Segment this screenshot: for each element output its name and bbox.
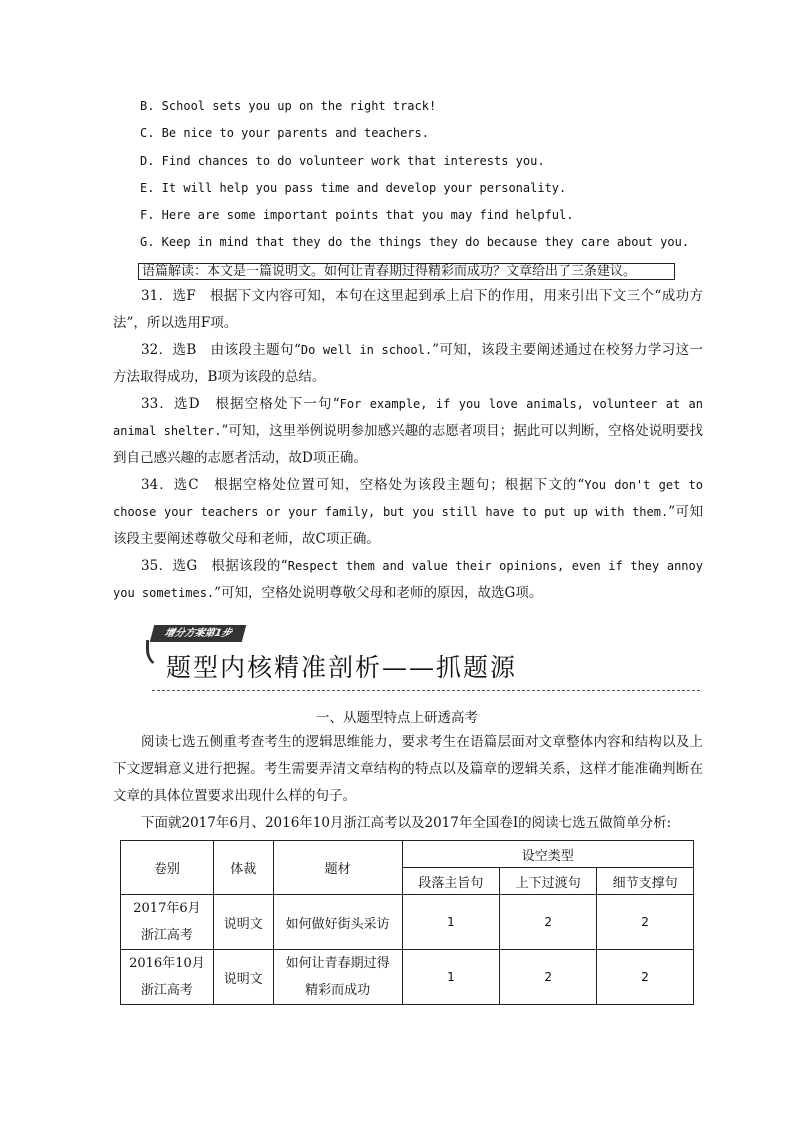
answer-32 <box>113 337 703 391</box>
cell-genre: 说明文 <box>213 895 273 950</box>
answer-35-quote: Respect them and value their opinions, even if they annoy you sometimes. <box>113 559 703 600</box>
cell-paper-exam: 浙江高考 <box>140 928 193 943</box>
intro-paragraph: 阅读七选五侧重考查考生的逻辑思维能力，要求考生在语篇层面对文章整体内容和结构以及上下文逻辑意义进行把握。考生需要弄清文章结构的特点以及篇章的逻辑关系，这样才能准确判断在文章的具体位置要求出现什么样的句子。 <box>113 734 703 804</box>
cell-detail-count: 2 <box>597 950 694 1005</box>
dashed-divider <box>152 690 700 691</box>
answer-35-tail: ”可知，空格处说明尊敬父母和老师的原因，故选G项。 <box>214 585 543 601</box>
header-main-sentence: 段落主旨句 <box>402 868 500 895</box>
cell-transition-count: 2 <box>500 950 597 1005</box>
cell-main-count: 1 <box>402 950 500 1005</box>
cell-topic: 如何让青春期过得精彩而成功 <box>273 950 402 1005</box>
banner-tag: 增分方案第1步 <box>150 625 247 642</box>
intro-section <box>113 729 703 837</box>
passage-summary: 语篇解读：本文是一篇说明文。如何让青春期过得精彩而成功？文章给出了三条建议。 <box>138 263 675 280</box>
table-lead: 下面就2017年6月、2016年10月浙江高考以及2017年全国卷Ⅰ的阅读七选五做简单分析: <box>141 815 672 831</box>
answer-31-text: 31．选F 根据下文内容可知，本句在这里起到承上启下的作用，用来引出下文三个“成功方法”，所以选用F项。 <box>113 288 703 331</box>
cell-paper <box>121 895 214 950</box>
option-e: E. It will help you pass time and develop your personality. <box>140 181 567 195</box>
answer-33-tail: ”可知，这里举例说明参加感兴趣的志愿者项目；据此可以判断，空格处说明要找到自己感兴趣的志愿者活动，故D项正确。 <box>113 423 703 466</box>
table-row <box>121 950 694 1005</box>
cell-paper-date: 2017年6月 <box>133 901 201 916</box>
answer-35 <box>113 553 703 607</box>
answer-31 <box>113 283 703 337</box>
option-f: F. Here are some important points that you may find helpful. <box>140 208 574 222</box>
option-d: D. Find chances to do volunteer work that interests you. <box>140 154 545 168</box>
answer-32-lead: 32．选B 由该段主题句“ <box>141 342 301 358</box>
subheading: 一、从题型特点上研透高考 <box>316 710 478 726</box>
cell-detail-count: 2 <box>597 895 694 950</box>
answer-34-lead: 34．选C 根据空格处位置可知，空格处为该段主题句；根据下文的“ <box>141 477 585 493</box>
answer-34-tail: ”可知该段主要阐述尊敬父母和老师，故C项正确。 <box>113 504 703 547</box>
cell-genre: 说明文 <box>213 950 273 1005</box>
answer-33-quote: For example, if you love animals, volunteer at an animal shelter. <box>113 397 703 438</box>
cell-paper-exam: 浙江高考 <box>140 983 193 998</box>
header-detail-sentence: 细节支撑句 <box>597 868 694 895</box>
cell-transition-count: 2 <box>500 895 597 950</box>
option-b: B. School sets you up on the right track! <box>140 99 437 113</box>
header-transition-sentence: 上下过渡句 <box>500 868 597 895</box>
answer-33 <box>113 391 703 472</box>
table-header-row <box>121 841 694 868</box>
cell-topic: 如何做好街头采访 <box>273 895 402 950</box>
header-paper: 卷别 <box>121 841 214 895</box>
answer-34-quote: You don't get to choose your teachers or your family, but you still have to put up with them. <box>113 478 703 519</box>
cell-paper <box>121 950 214 1005</box>
cell-main-count: 1 <box>402 895 500 950</box>
option-g: G. Keep in mind that they do the things they do because they care about you. <box>140 235 690 249</box>
section-title: 题型内核精准剖析——抓题源 <box>166 653 518 682</box>
option-c: C. Be nice to your parents and teachers. <box>140 126 429 140</box>
header-types: 设空类型 <box>402 841 693 868</box>
answer-32-tail: ”可知，该段主要阐述通过在校努力学习这一方法取得成功，B项为该段的总结。 <box>113 342 703 385</box>
answer-35-lead: 35．选G 根据该段的“ <box>141 558 288 574</box>
answer-32-quote: Do well in school. <box>300 343 433 357</box>
header-genre: 体裁 <box>213 841 273 895</box>
cell-paper-date: 2016年10月 <box>129 956 205 971</box>
header-topic: 题材 <box>273 841 402 895</box>
table-row <box>121 895 694 950</box>
answer-explanations <box>113 283 703 607</box>
answer-34 <box>113 472 703 553</box>
answer-33-lead: 33．选D 根据空格处下一句“ <box>141 396 340 412</box>
analysis-table <box>120 840 694 1005</box>
